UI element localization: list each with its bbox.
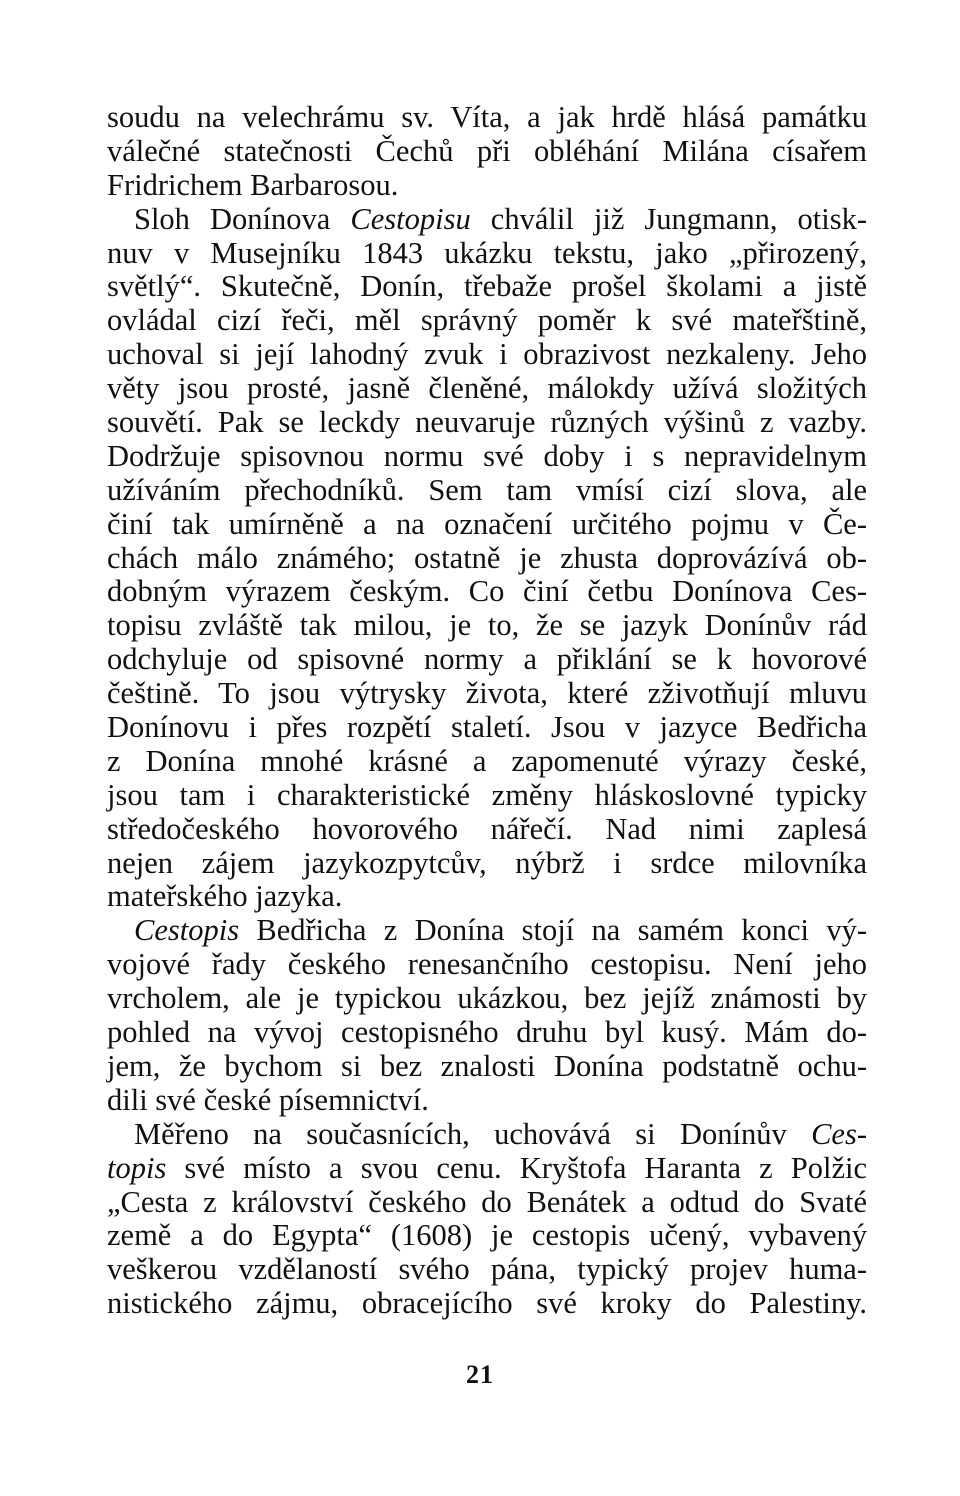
text-line bbox=[107, 677, 867, 711]
text-run: topisu zvláště tak milou, je to, že se jazyk Donínův rád bbox=[107, 608, 867, 643]
text-line bbox=[107, 575, 867, 609]
text-line bbox=[107, 1186, 867, 1220]
text-line bbox=[107, 1016, 867, 1050]
text-run: chválil již Jungmann, otisk- bbox=[470, 201, 867, 236]
text-run: válečné statečnosti Čechů při obléhání Milána císařem bbox=[107, 133, 867, 168]
text-run: veškerou vzdělaností svého pána, typický projev huma- bbox=[107, 1252, 867, 1287]
italic-title: topis bbox=[107, 1150, 167, 1185]
text-line bbox=[107, 779, 867, 813]
text-run: z Donína mnohé krásné a zapomenuté výrazy české, bbox=[107, 743, 867, 778]
text-run: Sloh Donínova bbox=[134, 201, 351, 236]
text-run: pohled na vývoj cestopisného druhu byl kusý. Mám do- bbox=[107, 1015, 867, 1050]
text-run: jem, že bychom si bez znalosti Donína podstatně ochu- bbox=[107, 1048, 867, 1083]
text-run: češtině. To jsou výtrysky života, které zživotňují mluvu bbox=[107, 676, 867, 711]
text-line bbox=[107, 1084, 867, 1118]
italic-title: Cestopisu bbox=[350, 201, 471, 236]
text-run: Bedřicha z Donína stojí na samém konci vý- bbox=[239, 913, 867, 948]
italic-title: Cestopis bbox=[134, 913, 240, 948]
text-line bbox=[107, 1253, 867, 1287]
text-line bbox=[107, 474, 867, 508]
text-run: Dodržuje spisovnou normu své doby i s nepravidelnym bbox=[107, 438, 867, 473]
page-number: 21 bbox=[466, 1360, 494, 1389]
text-run: své místo a svou cenu. Kryštofa Haranta z Polžic bbox=[166, 1150, 867, 1185]
text-line bbox=[107, 203, 867, 237]
text-run: dili své české písemnictví. bbox=[107, 1082, 429, 1117]
text-line bbox=[107, 542, 867, 576]
text-run: nejen zájem jazykozpytcův, nýbrž i srdce milovníka bbox=[107, 845, 867, 880]
text-run: nuv v Musejníku 1843 ukázku tekstu, jako „přirozený, bbox=[107, 235, 867, 270]
text-line bbox=[107, 813, 867, 847]
text-run: středočeského hovorového nářečí. Nad nimi zaplesá bbox=[107, 811, 867, 846]
text-line bbox=[107, 948, 867, 982]
text-run: vrcholem, ale je typickou ukázkou, bez jejíž známosti by bbox=[107, 981, 867, 1016]
text-run: mateřského jazyka. bbox=[107, 879, 343, 914]
text-run: Měřeno na současnících, uchovává si Donínův bbox=[134, 1116, 812, 1151]
text-line bbox=[107, 880, 867, 914]
text-run: světlý“. Skutečně, Donín, třebaže prošel školami a jistě bbox=[107, 269, 867, 304]
text-run: užíváním přechodníků. Sem tam vmísí cizí slova, ale bbox=[107, 472, 867, 507]
text-line bbox=[107, 1050, 867, 1084]
text-run: dobným výrazem českým. Co činí četbu Donínova Ces- bbox=[107, 574, 867, 609]
text-run: chách málo známého; ostatně je zhusta doprovázívá ob- bbox=[107, 540, 867, 575]
body-text bbox=[107, 101, 867, 1321]
text-run: nistického zájmu, obracejícího své kroky do Palestiny. bbox=[107, 1286, 867, 1321]
text-line bbox=[107, 847, 867, 881]
text-line bbox=[107, 1219, 867, 1253]
text-run: jsou tam i charakteristické změny hláskoslovné typicky bbox=[107, 777, 867, 812]
text-line bbox=[107, 1118, 867, 1152]
text-line bbox=[107, 914, 867, 948]
text-run: země a do Egypta“ (1608) je cestopis učený, vybavený bbox=[107, 1218, 867, 1253]
text-line bbox=[107, 982, 867, 1016]
text-line bbox=[107, 135, 867, 169]
text-line bbox=[107, 440, 867, 474]
italic-title: Ces- bbox=[811, 1116, 867, 1151]
text-line bbox=[107, 1287, 867, 1321]
text-line bbox=[107, 304, 867, 338]
text-run: věty jsou prosté, jasně členěné, málokdy užívá složitých bbox=[107, 371, 867, 406]
text-line bbox=[107, 406, 867, 440]
text-run: souvětí. Pak se leckdy neuvaruje různých výšinů z vazby. bbox=[107, 405, 867, 440]
text-line bbox=[107, 711, 867, 745]
text-line bbox=[107, 338, 867, 372]
text-line bbox=[107, 169, 867, 203]
text-line bbox=[107, 372, 867, 406]
text-line bbox=[107, 609, 867, 643]
text-line bbox=[107, 508, 867, 542]
text-run: odchyluje od spisovné normy a přiklání se k hovorové bbox=[107, 642, 867, 677]
text-run: ovládal cizí řeči, měl správný poměr k své mateřštině, bbox=[107, 303, 867, 338]
text-line bbox=[107, 270, 867, 304]
text-run: činí tak umírněně a na označení určitého pojmu v Če- bbox=[107, 506, 867, 541]
text-run: soudu na velechrámu sv. Víta, a jak hrdě hlásá památku bbox=[107, 100, 867, 134]
text-run: vojové řady českého renesančního cestopisu. Není jeho bbox=[107, 947, 867, 982]
text-run: „Cesta z království českého do Benátek a odtud do Svaté bbox=[107, 1184, 867, 1219]
text-run: Fridrichem Barbarosou. bbox=[107, 167, 399, 202]
text-run: uchoval si její lahodný zvuk i obrazivost nezkaleny. Jeho bbox=[107, 337, 867, 372]
text-run: Donínovu i přes rozpětí staletí. Jsou v jazyce Bedřicha bbox=[107, 710, 867, 745]
text-line bbox=[107, 745, 867, 779]
text-line bbox=[107, 1152, 867, 1186]
text-line bbox=[107, 643, 867, 677]
text-line bbox=[107, 237, 867, 271]
text-line bbox=[107, 101, 867, 135]
